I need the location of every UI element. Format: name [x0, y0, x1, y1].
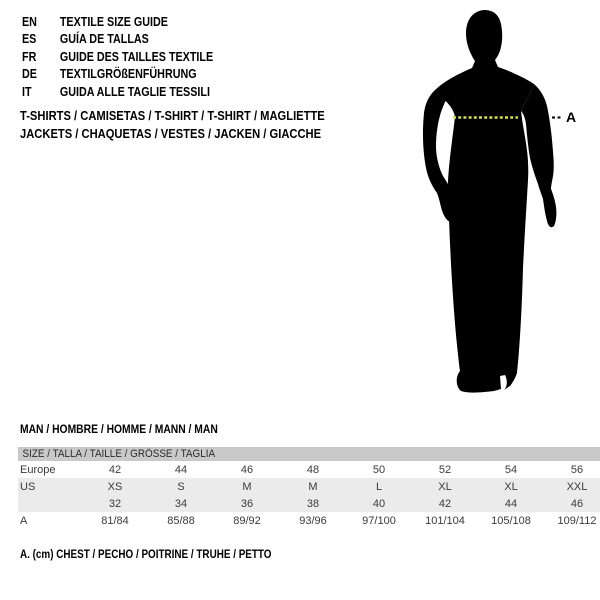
language-row-it — [22, 83, 213, 101]
language-code: ES — [22, 32, 37, 47]
table-cell: 46 — [240, 463, 254, 476]
language-label: GUIDA ALLE TAGLIE TESSILI — [59, 84, 210, 99]
table-cell: 34 — [174, 497, 188, 510]
table-cell: 46 — [570, 497, 584, 510]
measure-label-a: A — [566, 109, 577, 125]
language-code: IT — [22, 84, 32, 99]
table-cell: 38 — [306, 497, 320, 510]
language-label: TEXTILE SIZE GUIDE — [59, 14, 168, 29]
table-cell: 89/92 — [233, 514, 261, 527]
table-cell: 52 — [438, 463, 452, 476]
table-cell: 105/108 — [491, 514, 531, 527]
row-label: A — [20, 514, 28, 527]
measurement-footnote: A. (cm) CHEST / PECHO / POITRINE / TRUHE / PETTO — [20, 549, 272, 561]
table-row-us-numeric — [18, 495, 600, 512]
table-cell: 109/112 — [557, 514, 597, 527]
table-cell: 56 — [570, 463, 584, 476]
language-code: FR — [22, 49, 37, 64]
table-cell: 48 — [306, 463, 320, 476]
table-cell: 97/100 — [362, 514, 396, 527]
language-label: TEXTILGRÖßENFÜHRUNG — [59, 67, 197, 82]
table-cell: M — [308, 480, 318, 493]
language-code: EN — [22, 14, 37, 29]
language-row-en — [22, 13, 213, 31]
table-cell: 40 — [372, 497, 386, 510]
table-row-chest-a — [18, 512, 600, 529]
language-label: GUÍA DE TALLAS — [59, 32, 149, 47]
language-row-es — [22, 31, 213, 49]
table-cell: 32 — [108, 497, 122, 510]
language-code: DE — [22, 67, 37, 82]
table-cell: 42 — [108, 463, 122, 476]
category-line-jackets: JACKETS / CHAQUETAS / VESTES / JACKEN / GIACCHE — [20, 126, 322, 141]
table-cell: XL — [504, 480, 518, 493]
table-cell: L — [375, 480, 383, 493]
table-cell: 93/96 — [299, 514, 327, 527]
table-cell: 44 — [504, 497, 518, 510]
size-table-header-label: SIZE / TALLA / TAILLE / GRÖSSE / TAGLIA — [22, 448, 216, 460]
table-cell: 42 — [438, 497, 452, 510]
table-cell: XL — [438, 480, 452, 493]
man-silhouette-svg — [395, 0, 600, 410]
table-cell: XXL — [566, 480, 588, 493]
table-cell: 44 — [174, 463, 188, 476]
table-row-europe — [18, 461, 600, 478]
language-row-fr — [22, 48, 213, 66]
language-label: GUIDE DES TAILLES TEXTILE — [59, 49, 214, 64]
table-cell: 101/104 — [425, 514, 465, 527]
row-label: US — [20, 480, 36, 493]
category-line-tshirts: T-SHIRTS / CAMISETAS / T-SHIRT / T-SHIRT / MAGLIETTE — [20, 108, 325, 123]
size-table — [18, 447, 600, 529]
size-table-header — [18, 447, 600, 461]
row-label: Europe — [20, 463, 56, 476]
table-cell: 54 — [504, 463, 518, 476]
section-title: MAN / HOMBRE / HOMME / MANN / MAN — [20, 422, 218, 436]
language-list — [22, 13, 213, 101]
language-row-de — [22, 66, 213, 84]
table-cell: S — [177, 480, 185, 493]
table-cell: XS — [107, 480, 123, 493]
table-cell: 85/88 — [167, 514, 195, 527]
table-row-us — [18, 478, 600, 495]
table-cell: 36 — [240, 497, 254, 510]
table-cell: 81/84 — [101, 514, 129, 527]
table-cell: 50 — [372, 463, 386, 476]
man-silhouette — [395, 0, 600, 410]
table-cell: M — [242, 480, 252, 493]
